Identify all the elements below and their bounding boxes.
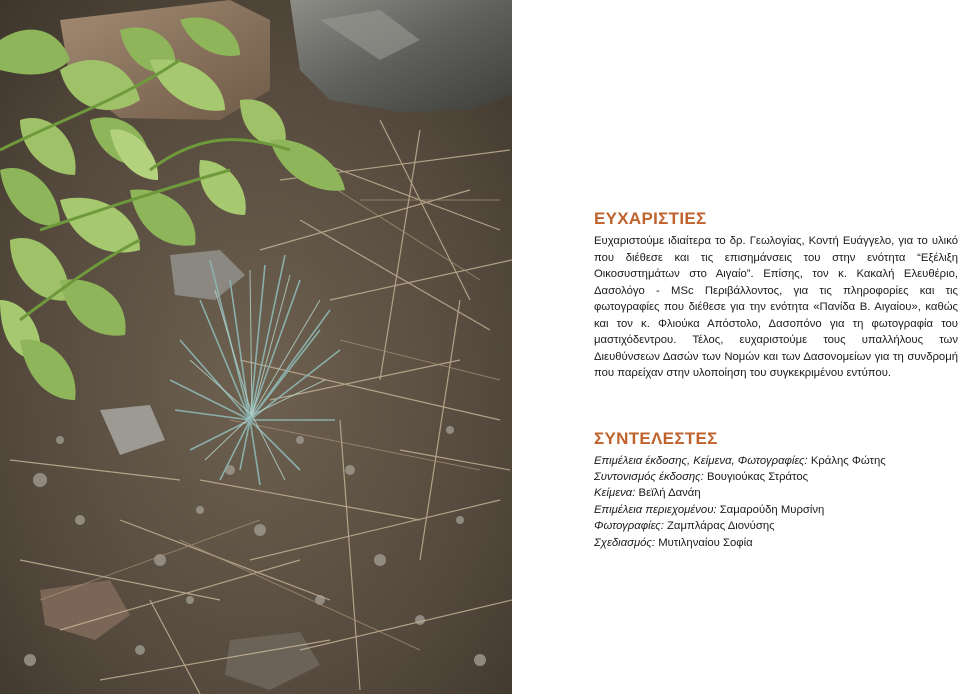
credit-name: Βουγιούκας Στράτος <box>706 470 809 483</box>
credit-line <box>594 535 958 551</box>
credits-heading: ΣΥΝΤΕΛΕΣΤΕΣ <box>594 428 718 448</box>
credit-role: Φωτογραφίες: <box>594 520 664 533</box>
credit-role: Σχεδιασμός: <box>594 536 656 549</box>
acknowledgements-text: Ευχαριστούμε ιδιαίτερα το δρ. Γεωλογίας, Κοντή Ευάγγελο, για το υλικό που διέθεσε και τις επισημάνσεις του στην ενότητα “Εξέλιξη Οικοσυστημάτων στο Αιγαίο”. Επίσης, τον κ. Κακαλή Ελευθέριο, Δασολόγο - MSc Περιβάλλοντος, για τις πληροφορίες και τις φωτογραφίες που διέθεσε για την ενότητα «Πανίδα Β. Αιγαίου», καθώς και τον κ. Φλιούκα Απόστολο, Δασοπόνο για τη φωτογραφία του μαστιχόδεντρου. Τέλος, ευχαριστούμε τους υπαλλήλους των Διευθύνσεων Δασών των Νομών και των Δασονομείων για τη συνδρομή που παρείχαν στην υλοποίηση του συγκεκριμένου εντύπου. <box>594 235 958 379</box>
credit-name: Ζαμπλάρας Διονύσης <box>667 520 775 533</box>
credit-role: Επιμέλεια έκδοσης, Κείμενα, Φωτογραφίες: <box>594 454 808 467</box>
credit-role: Κείμενα: <box>594 487 636 500</box>
credit-name: Μυτιληναίου Σοφία <box>658 536 753 549</box>
acknowledgements-heading: ΕΥΧΑΡΙΣΤΙΕΣ <box>594 209 707 228</box>
credit-line <box>594 485 958 501</box>
credit-name: Κράλης Φώτης <box>810 454 886 467</box>
credit-line <box>594 518 958 534</box>
credits-section <box>594 428 958 551</box>
credit-line <box>594 469 958 485</box>
text-column <box>594 208 958 551</box>
acknowledgements-section <box>594 208 958 382</box>
credit-line <box>594 453 958 469</box>
credit-role: Επιμέλεια περιεχομένου: <box>594 503 717 516</box>
credit-name: Βεϊλή Δανάη <box>638 487 701 500</box>
credit-name: Σαμαρούδη Μυρσίνη <box>719 503 825 516</box>
credit-role: Συντονισμός έκδοσης: <box>594 470 704 483</box>
credit-line <box>594 502 958 518</box>
